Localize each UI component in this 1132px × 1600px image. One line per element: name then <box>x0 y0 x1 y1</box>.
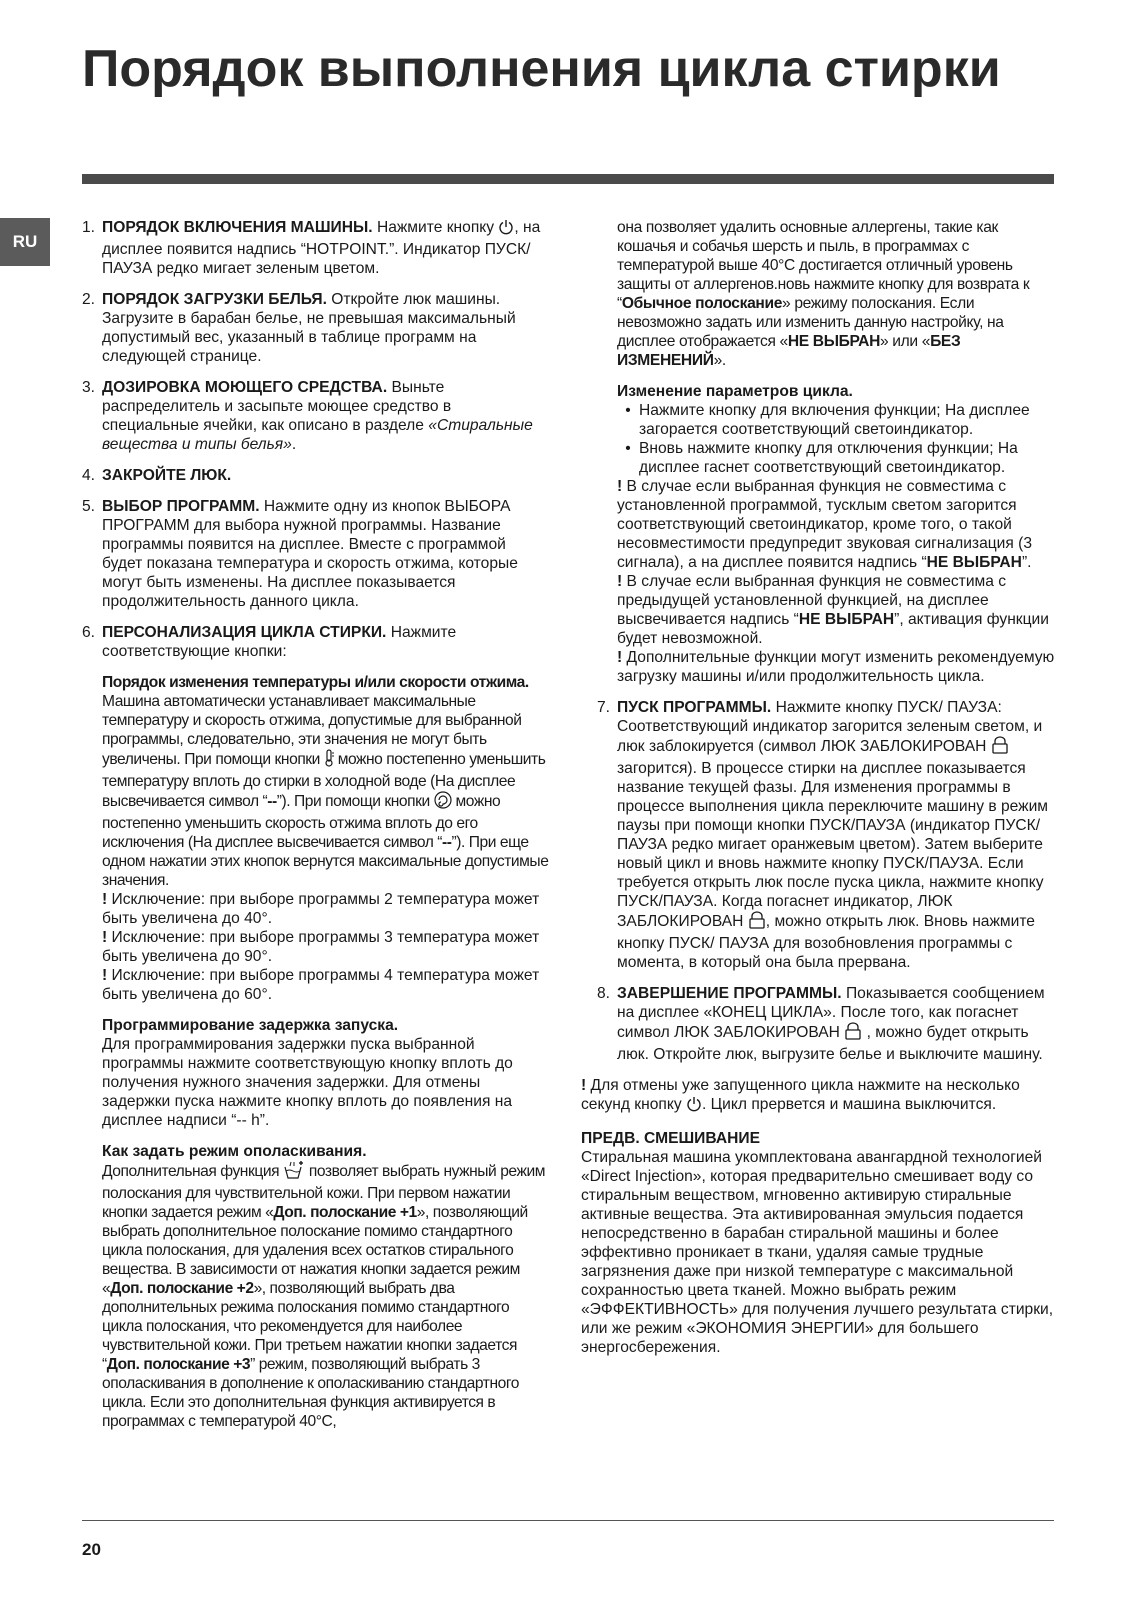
step-heading: ПЕРСОНАЛИЗАЦИЯ ЦИКЛА СТИРКИ. <box>102 624 387 641</box>
step-heading: ДОЗИРОВКА МОЮЩЕГО СРЕДСТВА. <box>102 379 388 396</box>
step-text-part: . <box>291 436 297 453</box>
note-text: В случае если выбранная функция не совместима с предыдущей установленной функцией, на дисплее высвечивается надпись “ <box>617 573 1007 628</box>
section-heading: Порядок изменения температуры и/или скорости отжима. <box>102 674 529 691</box>
step-number: 2. <box>82 291 96 308</box>
step-number: 8. <box>597 985 611 1002</box>
step-text-part: Нажмите соответствующие кнопки: <box>102 624 457 660</box>
rinse-continued <box>617 218 1057 370</box>
step-text <box>102 218 550 278</box>
rinse-section <box>102 1142 550 1431</box>
display-message: НЕ ВЫБРАН <box>926 554 1022 571</box>
bullet-icon: • <box>625 402 631 419</box>
section-reference: «Стиральные вещества и типы белья» <box>102 417 533 453</box>
warning-note <box>617 648 1057 686</box>
lock-icon <box>748 911 766 934</box>
step-power-on <box>82 218 550 278</box>
section-text: » или « <box>879 333 931 350</box>
step-heading: ВЫБОР ПРОГРАММ. <box>102 498 260 515</box>
temperature-spin-section <box>102 673 550 890</box>
footer-divider <box>82 1520 1054 1521</box>
step-number: 4. <box>82 467 96 484</box>
right-column <box>581 218 1057 1369</box>
exceptions <box>102 890 550 1004</box>
step-text <box>102 497 550 611</box>
warning-note <box>617 477 1057 572</box>
section-text: » режиму полоскания. Если невозможно задать или изменить данную настройку, на дисплее отображается « <box>617 295 1004 350</box>
note-text: Для отмены уже запущенного цикла нажмите на несколько секунд кнопку <box>581 1077 1020 1113</box>
step-text-part: Откройте люк машины. Загрузите в барабан белье, не превышая максимальный допустимый вес, указанный в таблице программ на следующей странице. <box>102 291 516 365</box>
change-parameters-section <box>617 382 1057 686</box>
warning-mark: ! <box>617 573 623 590</box>
warning-mark: ! <box>581 1077 587 1094</box>
rinse-mode: Доп. полоскание +2 <box>110 1280 254 1297</box>
warning-mark: ! <box>102 929 108 946</box>
warning-mark: ! <box>617 478 623 495</box>
step-text-part: Выньте распределитель и засыпьте моющее средство в специальные ячейки, как описано в разделе <box>102 379 452 434</box>
section-heading: Как задать режим ополаскивания. <box>102 1143 367 1160</box>
section-text: Для программирования задержки пуска выбранной программы нажмите соответствующую кнопку вплоть до получения нужного значения задержки. Для отмены задержки пуска нажмите кнопку вплоть до появления на дисплее надписи “-- h”. <box>102 1036 513 1129</box>
step-load-laundry <box>82 290 550 366</box>
page-number: 20 <box>82 1540 101 1559</box>
delay-start-section <box>102 1016 550 1130</box>
step-text <box>102 378 550 454</box>
rinse-mode: Доп. полоскание +1 <box>273 1204 417 1221</box>
step-number: 6. <box>82 624 96 641</box>
step-text-part: Нажмите кнопку <box>372 219 499 236</box>
section-text: ”). При еще одном нажатии этих кнопок вернутся максимальные допустимые значения. <box>102 834 549 889</box>
step-heading: ПУСК ПРОГРАММЫ. <box>617 699 772 716</box>
display-symbol: -- <box>267 793 277 810</box>
display-message: НЕ ВЫБРАН <box>787 333 880 350</box>
rinse-icon <box>283 1161 305 1184</box>
lock-icon <box>991 736 1009 759</box>
exception-note <box>102 928 550 966</box>
cancel-cycle-note <box>581 1076 1057 1117</box>
step-text-part: Нажмите одну из кнопок ВЫБОРА ПРОГРАММ для выбора нужной программы. Название программы появится на дисплее. Вместе с программой будет показана температура и скорость отжима, которые могут быть изменены. На дисплее показывается продолжительность данного цикла. <box>102 498 518 610</box>
lock-icon <box>844 1022 862 1045</box>
section-text: позволяет выбрать нужный режим полоскания для чувствительной кожи. При первом нажатии кнопки задается режим « <box>102 1163 545 1221</box>
power-icon <box>686 1096 702 1117</box>
note-text: . Цикл прервется и машина выключится. <box>701 1096 997 1113</box>
step-start-program <box>597 698 1057 972</box>
exception-note <box>102 890 550 928</box>
section-text: она позволяет удалить основные аллергены, такие как кошачья и собачья шерсть и пыль, в программах с температурой выше 40°C достигается отличный уровень защиты от аллергенов.новь нажмите кнопку для возврата к “ <box>617 219 1030 312</box>
note-text: Дополнительные функции могут изменить рекомендуемую загрузку машины и/или продолжительность цикла. <box>617 649 1055 685</box>
note-text: ”, активация функции будет невозможной. <box>617 611 1049 647</box>
step-text-part: , можно открыть люк. Вновь нажмите кнопку ПУСК/ ПАУЗА для возобновления программы с момента, в который она была прервана. <box>617 913 1035 971</box>
note-text: ”. <box>1021 554 1032 571</box>
section-text: », позволяющий выбрать два дополнительных режима полоскания помимо стандартного цикла полоскания, что рекомендуется для наиболее чувствительной кожи. При третьем нажатии кнопки задается “ <box>102 1280 517 1373</box>
warning-mark: ! <box>617 649 623 666</box>
step-number: 7. <box>597 699 611 716</box>
step-detergent <box>82 378 550 454</box>
step-personalize <box>82 623 550 661</box>
step-text <box>102 466 550 485</box>
section-heading: Изменение параметров цикла. <box>617 383 853 400</box>
step-number: 3. <box>82 379 96 396</box>
display-message: НЕ ВЫБРАН <box>798 611 895 628</box>
rinse-mode: Обычное полоскание <box>621 295 783 312</box>
title-divider <box>82 174 1054 184</box>
step-text-part: Показывается сообщением на дисплее «КОНЕЦ ЦИКЛА». После того, как погаснет символ ЛЮК ЗАБЛОКИРОВАН <box>617 985 1045 1041</box>
language-tab: RU <box>0 218 50 266</box>
display-symbol: -- <box>442 834 452 851</box>
section-text: ». <box>713 352 726 369</box>
section-text: », позволяющий выбрать дополнительное полоскание помимо стандартного цикла полоскания, для удаления всех остатков стирального вещества. В зависимости от нажатия кнопки задается режим « <box>102 1204 528 1297</box>
list-item <box>617 401 1057 439</box>
power-icon <box>498 219 514 240</box>
exception-note <box>102 966 550 1004</box>
warning-mark: ! <box>102 891 108 908</box>
step-text-part: загорится). В процессе стирки на дисплее показывается название текущей фазы. Для изменения программы в процессе выполнения цикла переключите машину в режим паузы при помощи кнопки ПУСК/ПАУЗА (индикатор ПУСК/ ПАУЗА редко мигает оранжевым цветом). Затем выберите новый цикл и вновь нажмите кнопку ПУСК/ПАУЗА. Если требуется открыть люк после пуска цикла, нажмите кнопку ПУСК/ПАУЗА. Когда погаснет индикатор, ЛЮК ЗАБЛОКИРОВАН <box>617 760 1049 930</box>
warning-note <box>617 572 1057 648</box>
premix-section <box>581 1129 1057 1357</box>
display-message: БЕЗ ИЗМЕНЕНИЙ <box>617 333 961 369</box>
section-text: Дополнительная функция <box>102 1163 283 1180</box>
step-text-part: , на дисплее появится надпись “HOTPOINT.”. Индикатор ПУСК/ПАУЗА редко мигает зеленым цветом. <box>102 219 541 277</box>
step-heading: ЗАВЕРШЕНИЕ ПРОГРАММЫ. <box>617 985 842 1002</box>
step-program-select <box>82 497 550 611</box>
section-text: Машина автоматически устанавливает максимальные температуру и скорость отжима, допустимые для выбранной программы, следовательно, эти значения не могут быть увеличены. При помощи кнопки <box>102 693 522 768</box>
step-text <box>617 698 1057 972</box>
step-close-door <box>82 466 550 485</box>
thermometer-icon <box>324 749 334 772</box>
step-text <box>617 984 1057 1064</box>
note-text: В случае если выбранная функция не совместима с установленной программой, тусклым светом загорится соответствующий светоиндикатор, кроме того, о такой несовместимости предупредит звуковая сигнализация (3 сигнала), а на дисплее появится надпись “ <box>617 478 1033 571</box>
step-end-program <box>597 984 1057 1064</box>
left-column <box>82 218 550 1443</box>
list-item-text: Нажмите кнопку для включения функции; На дисплее загорается соответствующий светоиндикатор. <box>639 402 1030 438</box>
step-number: 1. <box>82 219 96 236</box>
section-heading: Программирование задержка запуска. <box>102 1017 399 1034</box>
section-text: Стиральная машина укомплектована авангардной технологией «Direct Injection», которая предварительно смешивает воду со стиральным веществом, мгновенно активирую стиральные активные вещества. Эта активированная эмульсия подается непосредственно в барабан стиральной машины и более эффективно проникает в ткани, удаляя самые трудные загрязнения даже при низкой температуре с максимальной сохранностью цвета тканей. Можно выбрать режим «ЭФФЕКТИВНОСТЬ» для получения лучшего результата стирки, или же режим «ЭКОНОМИЯ ЭНЕРГИИ» для большего энергосбережения. <box>581 1149 1054 1356</box>
step-number: 5. <box>82 498 96 515</box>
bullet-icon: • <box>625 440 631 457</box>
rinse-mode: Доп. полоскание +3 <box>106 1356 251 1373</box>
section-text: ”). При помощи кнопки <box>276 793 434 810</box>
page-title: Порядок выполнения цикла стирки <box>82 40 1001 98</box>
section-text: ” режим, позволяющий выбрать 3 ополаскивания в дополнение к ополаскиванию стандартного цикла. Если это дополнительная функция активируется в программах с температурой 40°C, <box>102 1356 519 1430</box>
step-heading: ПОРЯДОК ЗАГРУЗКИ БЕЛЬЯ. <box>102 291 327 308</box>
step-text-part: Нажмите кнопку ПУСК/ ПАУЗА: Соответствующий индикатор загорится зеленым светом, и люк заблокируется (символ ЛЮК ЗАБЛОКИРОВАН <box>617 699 1043 755</box>
list-item-text: Вновь нажмите кнопку для отключения функции; На дисплее гаснет соответствующий светоиндикатор. <box>639 440 1018 476</box>
section-text: можно постепенно уменьшить температуру вплоть до стирки в холодной воде (На дисплее высвечивается символ “ <box>102 751 546 810</box>
section-text: можно постепенно уменьшить скорость отжима вплоть до его исключения (На дисплее высвечивается символ “ <box>102 793 501 851</box>
warning-mark: ! <box>102 967 108 984</box>
exception-text: Исключение: при выборе программы 3 температура может быть увеличена до 90°. <box>102 929 540 965</box>
exception-text: Исключение: при выборе программы 4 температура может быть увеличена до 60°. <box>102 967 540 1003</box>
spin-icon <box>434 791 452 814</box>
step-text-part: , можно будет открыть люк. Откройте люк, выгрузите белье и выключите машину. <box>617 1024 1043 1063</box>
step-text <box>102 623 550 661</box>
list-item <box>617 439 1057 477</box>
step-heading: ПОРЯДОК ВКЛЮЧЕНИЯ МАШИНЫ. <box>102 219 373 236</box>
step-text <box>102 290 550 366</box>
step-heading: ЗАКРОЙТЕ ЛЮК. <box>102 467 232 484</box>
exception-text: Исключение: при выборе программы 2 температура может быть увеличена до 40°. <box>102 891 540 927</box>
section-heading: ПРЕДВ. СМЕШИВАНИЕ <box>581 1130 760 1147</box>
